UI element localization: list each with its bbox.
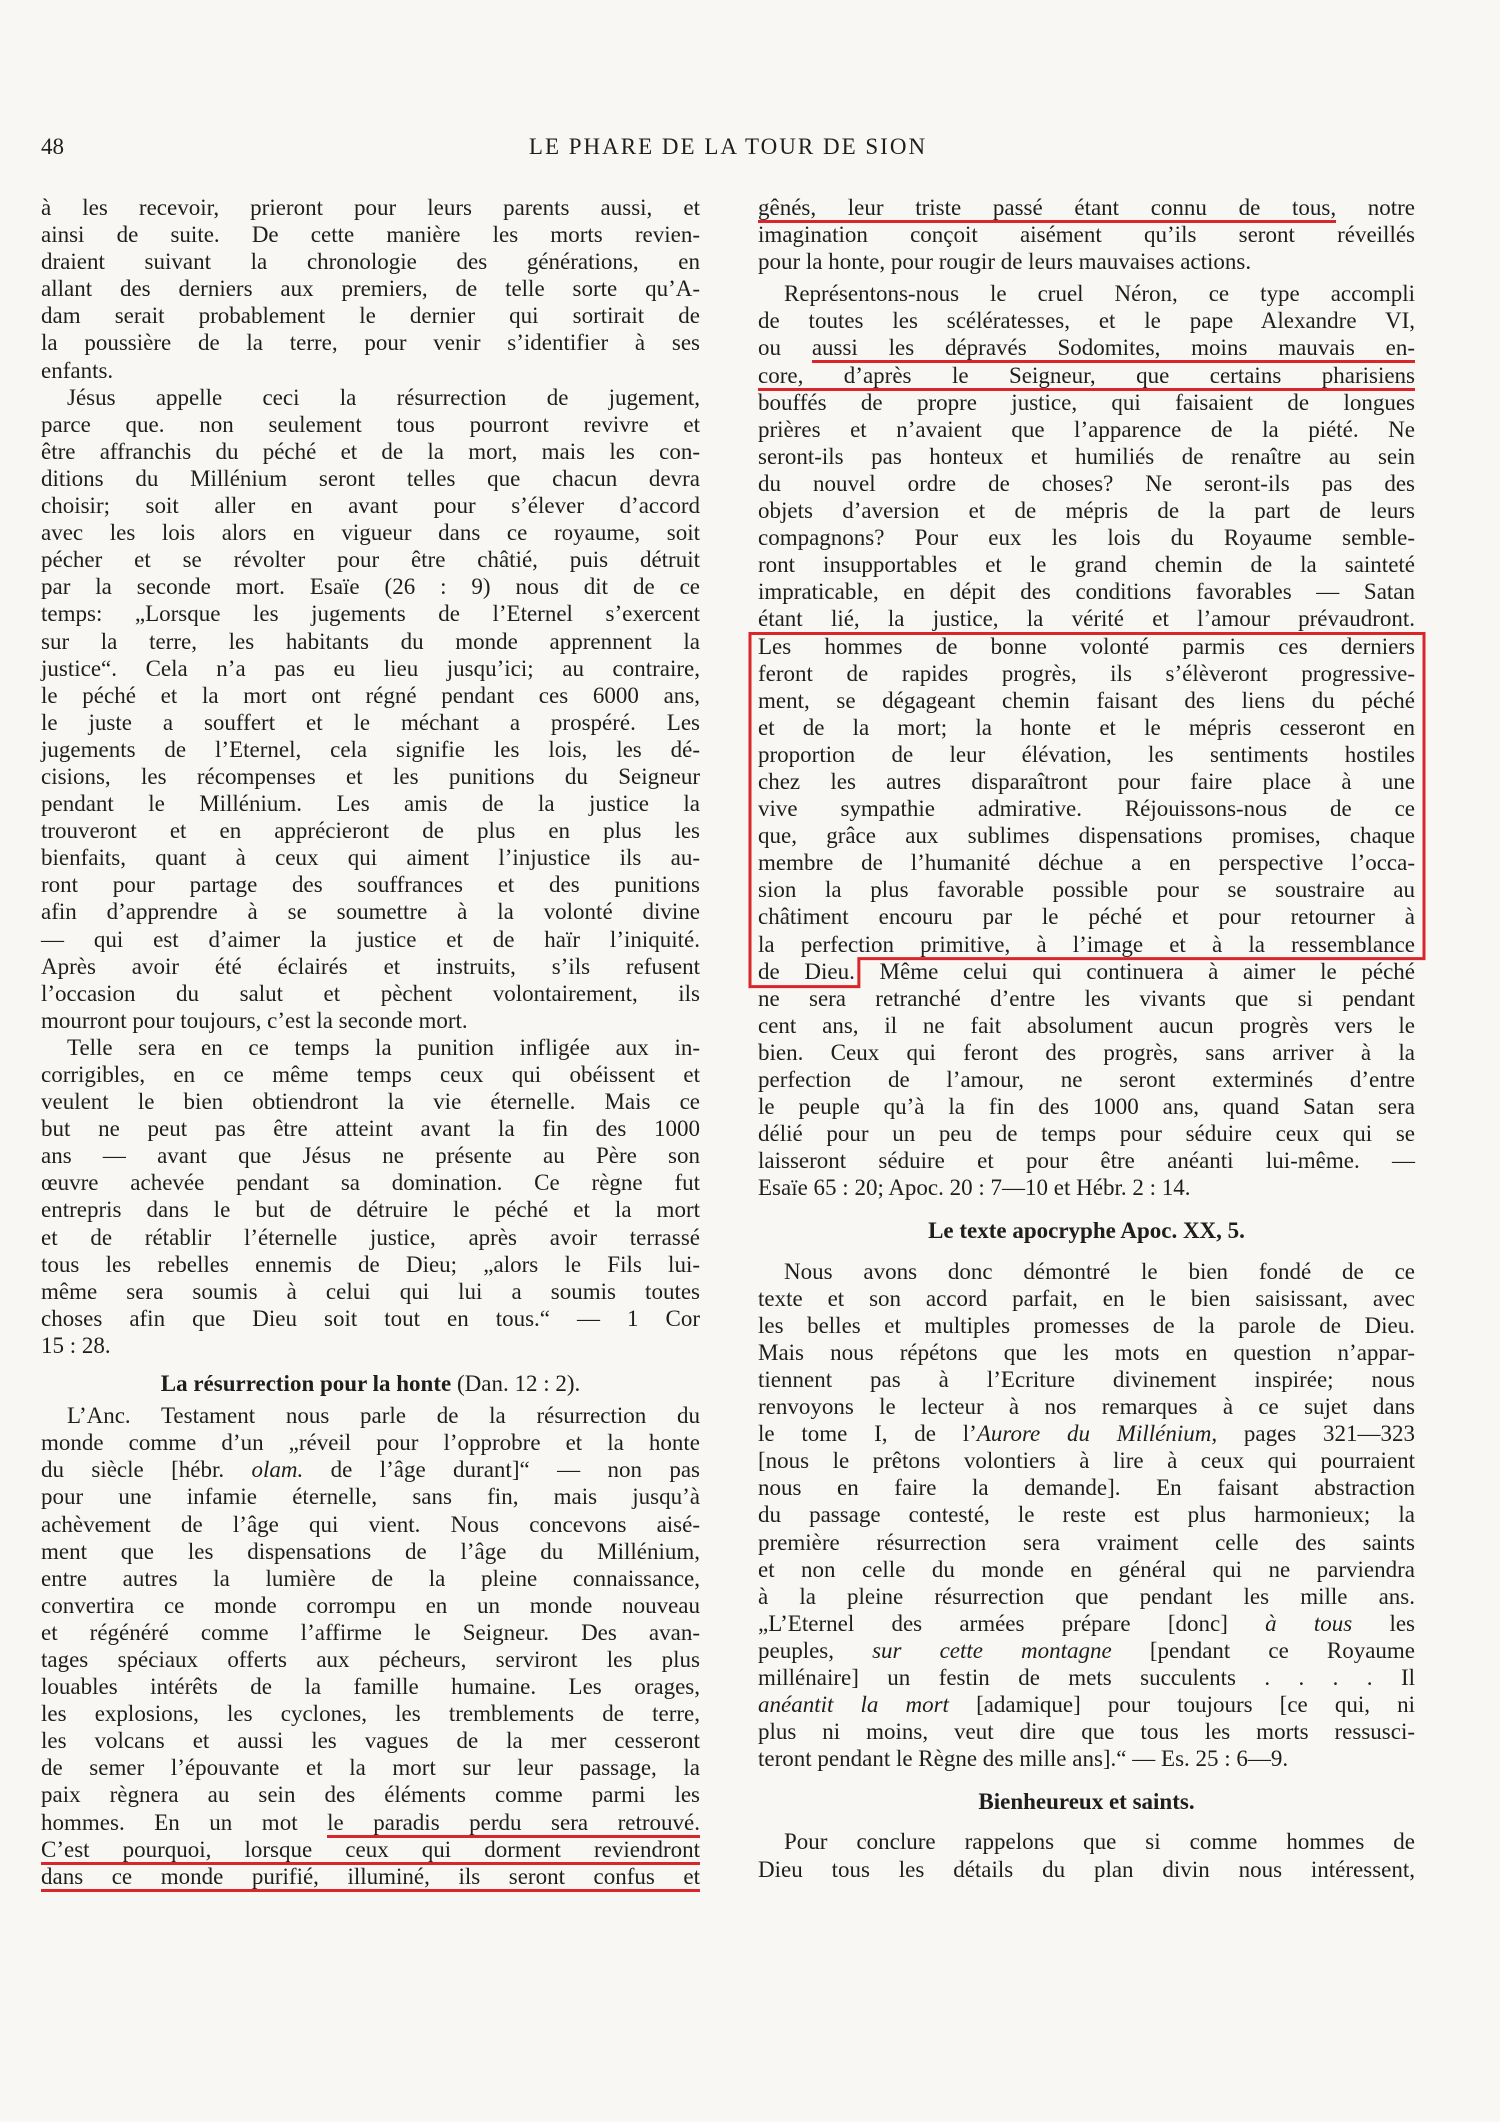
red-underlined-text: le paradis perdu sera retrouvé.: [327, 1810, 700, 1838]
text-line: [nous le prêtons volontiers à lire à ceux qui pourraient: [758, 1448, 1415, 1474]
text-line: les explosions, les cyclones, les tremblements de terre,: [41, 1701, 700, 1727]
bold-heading-text: La résurrection pour la honte: [160, 1371, 452, 1397]
text-line: jugements de l’Eternel, cela signifie les lois, les dé-: [41, 736, 700, 762]
text-line: et non celle du monde en général qui ne parviendra: [758, 1556, 1415, 1582]
text-line: bouffés de propre justice, qui faisaient de longues: [758, 389, 1415, 415]
text-line: [758, 633, 1415, 660]
text-line: de semer l’épouvante et la mort sur leur passage, la: [41, 1755, 700, 1781]
text-line: trouveront et en apprécieront de plus en plus les: [41, 818, 700, 844]
text-line: de toutes les scélératesses, et le pape Alexandre VI,: [758, 308, 1415, 334]
text-line: L’Anc. Testament nous parle de la résurrection du: [67, 1403, 700, 1429]
text-run: „L’Eternel des armées prépare [donc]: [758, 1610, 1266, 1636]
text-line: [758, 1691, 1415, 1718]
text-line: œuvre achevée pendant sa domination. Ce règne fut: [41, 1170, 700, 1196]
red-underlined-text: C’est pourquoi, lorsque ceux qui dorment reviendront: [41, 1837, 700, 1865]
text-line: compagnons? Pour eux les lois du Royaume semble-: [758, 525, 1415, 551]
text-line: cent ans, il ne fait absolument aucun progrès vers le: [758, 1012, 1415, 1038]
text-line: par la seconde mort. Esaïe (26 : 9) nous dit de ce: [41, 574, 700, 600]
text-line: cisions, les récompenses et les punitions du Seigneur: [41, 763, 700, 789]
text-line: la poussière de la terre, pour venir s’identifier à ses: [41, 330, 700, 356]
text-line: [758, 768, 1415, 795]
text-line: monde comme d’un „réveil pour l’opprobre et la honte: [41, 1430, 700, 1456]
text-line: délié pour un peu de temps pour séduire ceux qui se: [758, 1121, 1415, 1147]
text-line: les belles et multiples promesses de la parole de Dieu.: [758, 1312, 1415, 1338]
text-line: enfants.: [41, 357, 114, 383]
text-run: les: [1352, 1610, 1416, 1636]
text-line: bien. Ceux qui feront des progrès, sans arriver à la: [758, 1039, 1415, 1065]
red-underlined-text: dans ce monde purifié, illuminé, ils seront confus et: [41, 1864, 700, 1892]
text-line: perfection de l’amour, ne seront exterminés d’entre: [758, 1067, 1415, 1092]
italic-text: Aurore du Millénium,: [976, 1421, 1218, 1447]
boxed-text: la perfection primitive, à l’image et à la ressemblance: [758, 931, 1415, 957]
text-line: ainsi de suite. De cette manière les morts revien-: [41, 222, 700, 248]
text-run: hommes. En un mot: [41, 1809, 328, 1835]
left-column: [41, 194, 700, 1890]
paragraph: [758, 1828, 1415, 1882]
text-line: [41, 1836, 700, 1863]
text-line: et de rétablir l’éternelle justice, après avoir terrassé: [41, 1224, 700, 1250]
text-line: le péché et la mort ont régné pendant ces 6000 ans,: [41, 682, 700, 708]
text-run: le tome I, de l’: [758, 1421, 977, 1447]
paragraph: [41, 194, 700, 384]
text-run: de l’âge durant]“ — non pas: [303, 1457, 700, 1483]
text-line: [758, 849, 1415, 876]
text-line: [758, 334, 1415, 361]
text-line: mourront pour toujours, c’est la seconde mort.: [41, 1007, 468, 1033]
text-line: justice“. Cela n’a pas eu lieu jusqu’ici; au contraire,: [41, 655, 700, 681]
boxed-text: vive sympathie admirative. Réjouissons-nous de ce: [758, 796, 1415, 822]
text-line: ront pour partage des souffrances et des punitions: [41, 872, 700, 898]
text-line: ne sera retranché d’entre les vivants que si pendant: [758, 985, 1415, 1011]
text-line: pécher et se révolter pour être châtié, puis détruit: [41, 547, 700, 573]
text-line: tages spéciaux offerts aux pécheurs, serviront les plus: [41, 1646, 700, 1672]
text-line: [758, 1610, 1415, 1637]
text-line: 15 : 28.: [41, 1332, 111, 1358]
boxed-text: chez les autres disparaîtront pour faire place à une: [758, 768, 1415, 794]
text-line: [758, 714, 1415, 741]
boxed-text: membre de l’humanité déchue a en perspective l’occa-: [758, 850, 1415, 876]
boxed-text: de Dieu.: [758, 958, 855, 984]
text-line: teront pendant le Règne des mille ans].“ — Es. 25 : 6—9.: [758, 1746, 1289, 1772]
text-line: seront-ils pas honteux et humiliés de renaître au sein: [758, 443, 1415, 469]
italic-text: olam.: [251, 1457, 304, 1483]
boxed-text: que, grâce aux sublimes dispensations promises, chaque: [758, 823, 1415, 849]
text-line: [758, 194, 1415, 221]
text-line: [758, 687, 1415, 714]
right-column: [758, 194, 1415, 1883]
boxed-text: sion la plus favorable possible pour se soustraire au: [758, 877, 1415, 903]
text-line: le peuple qu’à la fin des 1000 ans, quand Satan sera: [758, 1094, 1415, 1120]
text-line: paix règnera au sein des éléments comme parmi les: [41, 1782, 700, 1808]
text-line: [41, 1863, 700, 1890]
text-line: [41, 1456, 700, 1483]
text-run: Même celui qui continuera à aimer le péché: [854, 958, 1416, 984]
boxed-text: et de la mort; la honte et le mépris cesseront en: [758, 714, 1415, 740]
text-line: texte et son accord parfait, en le bien saisissant, avec: [758, 1285, 1415, 1311]
text-line: sur la terre, les habitants du monde apprennent la: [41, 628, 700, 654]
text-line: à les recevoir, prieront pour leurs parents aussi, et: [41, 195, 700, 220]
text-line: choses afin que Dieu soit tout en tous.“ — 1 Cor: [41, 1305, 700, 1331]
boxed-text: proportion de leur élévation, les sentiments hostiles: [758, 741, 1415, 767]
text-line: Après avoir été éclairés et instruits, s’ils refusent: [41, 953, 700, 979]
text-run: ou: [758, 335, 812, 361]
text-run: pages 321—323: [1217, 1421, 1415, 1447]
text-line: [758, 958, 1415, 985]
section-heading: [41, 1370, 700, 1397]
text-line: à la pleine résurrection que pendant les mille ans.: [758, 1583, 1415, 1609]
text-line: dam serait probablement le dernier qui sortirait de: [41, 303, 700, 329]
text-line: [758, 822, 1415, 849]
text-line: les volcans et aussi les vagues de la mer cesseront: [41, 1728, 700, 1754]
text-line: l’occasion du salut et pèchent volontairement, ils: [41, 980, 700, 1006]
text-line: [758, 362, 1415, 389]
text-line: ditions du Millénium seront telles que chacun devra: [41, 465, 700, 491]
text-line: impraticable, en dépit des conditions favorables — Satan: [758, 579, 1415, 605]
text-line: pour la honte, pour rougir de leurs mauvaises actions.: [758, 249, 1252, 275]
italic-text: à tous: [1265, 1610, 1353, 1636]
text-line: Représentons-nous le cruel Néron, ce type accompli: [784, 281, 1415, 307]
boxed-text: feront de rapides progrès, ils s’élèveront progressive-: [758, 660, 1415, 686]
text-line: Telle sera en ce temps la punition infligée aux in-: [67, 1034, 700, 1060]
red-underlined-text: aussi les dépravés Sodomites, moins mauvais en-: [812, 335, 1415, 363]
text-line: le juste a souffert et le méchant a prospéré. Les: [41, 709, 700, 735]
text-line: ront insupportables et le grand chemin de la sainteté: [758, 552, 1415, 578]
text-run: du siècle [hébr.: [41, 1457, 252, 1483]
text-line: imagination conçoit aisément qu’ils seront réveillés: [758, 222, 1415, 248]
text-run: peuples,: [758, 1637, 873, 1663]
text-line: tous les rebelles ennemis de Dieu; „alors le Fils lui-: [41, 1251, 700, 1277]
text-line: [758, 1420, 1415, 1447]
text-line: plus ni moins, veut dire que tous les morts ressusci-: [758, 1719, 1415, 1745]
boxed-text: châtiment encouru par le péché et pour retourner à: [758, 904, 1415, 930]
text-line: Mais nous répétons que les mots en question n’appar-: [758, 1339, 1415, 1365]
text-line: tiennent pas à l’Ecriture divinement inspirée; nous: [758, 1366, 1415, 1392]
text-line: Jésus appelle ceci la résurrection de jugement,: [67, 384, 700, 410]
text-line: ment que les dispensations de l’âge du Millénium,: [41, 1538, 700, 1564]
bold-heading-text: Bienheureux et saints.: [978, 1789, 1195, 1815]
text-line: même sera soumis à celui qui lui a soumis toutes: [41, 1278, 700, 1304]
paragraph: [41, 1034, 700, 1359]
italic-text: anéantit la mort: [758, 1692, 949, 1718]
text-run: [adamique] pour toujours [ce qui, ni: [948, 1692, 1415, 1718]
italic-text: sur cette montagne: [872, 1637, 1112, 1663]
boxed-text: ment, se dégageant chemin faisant des liens du péché: [758, 687, 1415, 713]
text-line: convertira ce monde corrompu en un monde nouveau: [41, 1592, 700, 1618]
red-underlined-text: core, d’après le Seigneur, que certains pharisiens: [758, 363, 1415, 391]
paragraph: [758, 280, 1415, 1201]
page-number: 48: [41, 134, 64, 159]
text-line: Pour conclure rappelons que si comme hommes de: [784, 1829, 1415, 1855]
text-line: Esaïe 65 : 20; Apoc. 20 : 7—10 et Hébr. 2 : 14.: [758, 1175, 1191, 1201]
text-line: [41, 1809, 700, 1836]
text-line: du nouvel ordre de choses? Ne seront-ils pas des: [758, 470, 1415, 496]
text-run: [pendant ce Royaume: [1111, 1637, 1416, 1663]
section-heading: [758, 1788, 1415, 1815]
text-line: choisir; soit aller en avant pour s’élever d’accord: [41, 493, 700, 519]
text-run: (Dan. 12 : 2).: [451, 1371, 581, 1397]
text-line: étant lié, la justice, la vérité et l’amour prévaudront.: [758, 606, 1415, 632]
paragraph: [41, 1402, 700, 1890]
text-line: ans — avant que Jésus ne présente au Père son: [41, 1143, 700, 1169]
text-line: temps: „Lorsque les jugements de l’Eternel s’exercent: [41, 601, 700, 627]
text-line: parce que. non seulement tous pourront revivre et: [41, 411, 700, 437]
text-line: corrigibles, en ce même temps ceux qui obéissent et: [41, 1062, 700, 1087]
text-line: prières et n’avaient que l’apparence de la piété. Ne: [758, 416, 1415, 442]
text-line: avec les lois alors en vigueur dans ce royaume, soit: [41, 520, 700, 546]
red-underlined-text: gênés, leur triste passé étant connu de tous,: [758, 195, 1336, 223]
text-line: [758, 660, 1415, 687]
text-line: du passage contesté, le reste est plus harmonieux; la: [758, 1502, 1415, 1528]
boxed-text: Les hommes de bonne volonté parmis ces derniers: [758, 633, 1415, 659]
text-line: [758, 741, 1415, 768]
paragraph: [758, 194, 1415, 275]
paragraph: [41, 384, 700, 1034]
text-line: veulent le bien obtiendront la vie éternelle. Mais ce: [41, 1089, 700, 1115]
text-line: première résurrection sera vraiment celle des saints: [758, 1529, 1415, 1555]
text-line: être affranchis du péché et de la mort, mais les con-: [41, 438, 700, 464]
text-line: entre autres la lumière de la pleine connaissance,: [41, 1565, 700, 1591]
text-line: millénaire] un festin de mets succulents . . . . Il: [758, 1664, 1415, 1690]
text-line: draient suivant la chronologie des générations, en: [41, 249, 700, 275]
text-line: [758, 795, 1415, 822]
text-line: Dieu tous les détails du plan divin nous intéressent,: [758, 1856, 1415, 1882]
text-line: nous en faire la demande]. En faisant abstraction: [758, 1475, 1415, 1501]
text-line: [758, 1637, 1415, 1664]
text-line: bienfaits, quant à ceux qui aiment l’injustice ils au-: [41, 845, 700, 871]
section-heading: [758, 1217, 1415, 1244]
bold-heading-text: Le texte apocryphe Apoc. XX, 5.: [928, 1218, 1245, 1244]
text-line: [758, 876, 1415, 903]
text-line: achèvement de l’âge qui vient. Nous concevons aisé-: [41, 1511, 700, 1537]
text-line: pour une infamie éternelle, sans fin, mais jusqu’à: [41, 1484, 700, 1510]
text-line: [758, 903, 1415, 930]
text-line: [758, 931, 1415, 958]
text-line: afin d’apprendre à se soumettre à la volonté divine: [41, 899, 700, 925]
text-line: laisseront séduire et pour être anéanti lui-même. —: [758, 1148, 1415, 1174]
text-line: entrepris dans le but de détruire le péché et la mort: [41, 1197, 700, 1223]
text-line: pendant le Millénium. Les amis de la justice la: [41, 791, 700, 817]
text-line: allant des derniers aux premiers, de telle sorte qu’A-: [41, 276, 700, 302]
text-line: objets d’aversion et de mépris de la part de leurs: [758, 498, 1415, 524]
text-line: louables intérêts de la famille humaine. Les orages,: [41, 1674, 700, 1700]
text-line: but ne peut pas être atteint avant la fin des 1000: [41, 1116, 700, 1142]
text-line: et régénéré comme l’affirme le Seigneur. Des avan-: [41, 1619, 700, 1645]
text-run: notre: [1336, 195, 1416, 220]
running-title: LE PHARE DE LA TOUR DE SION: [528, 134, 928, 159]
text-line: Nous avons donc démontré le bien fondé de ce: [784, 1258, 1415, 1284]
text-line: renvoyons le lecteur à nos remarques à ce sujet dans: [758, 1394, 1415, 1420]
text-line: — qui est d’aimer la justice et de haïr l’iniquité.: [41, 926, 700, 952]
paragraph: [758, 1258, 1415, 1773]
